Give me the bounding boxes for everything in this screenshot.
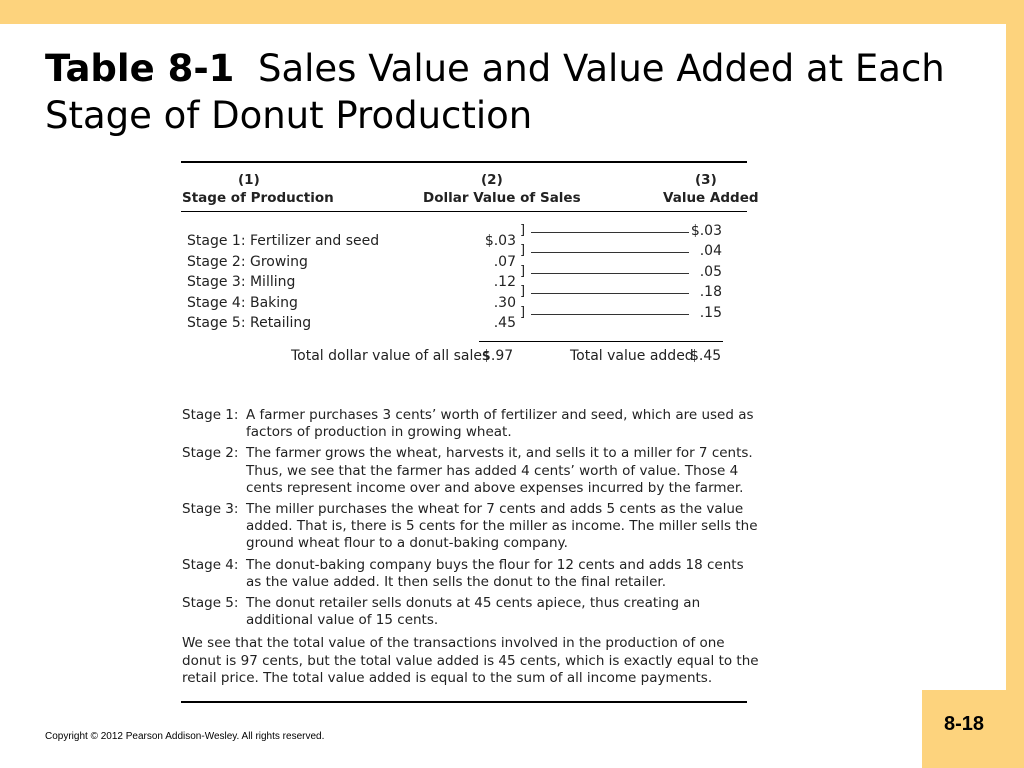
bracket-icon: ] [520, 223, 526, 238]
bracket-icon: ] [520, 264, 526, 279]
sales-value: .30 [493, 295, 516, 311]
sales-value: .45 [493, 315, 516, 331]
stage-notes [182, 407, 762, 687]
value-added: .05 [699, 264, 722, 280]
summary-paragraph: We see that the total value of the transactions involved in the production of one donut is 97 cents, but the total value added is 45 cents, which is exactly equal to the retail price. The total value added is equal to the sum of all income payments. [182, 635, 759, 686]
total-added-value: $.45 [690, 348, 722, 364]
note-label: Stage 1: [182, 407, 239, 423]
sales-value: .07 [493, 254, 516, 270]
col3-number: (3) [695, 172, 717, 188]
note-row [182, 407, 762, 441]
right-accent-bar [1006, 0, 1024, 768]
bracket-icon: ] [520, 284, 526, 299]
stage-label: Stage 5: Retailing [187, 315, 312, 331]
value-added: .18 [699, 284, 722, 300]
total-added-label: Total value added [570, 348, 694, 364]
slide-title [45, 45, 945, 139]
top-accent-bar [0, 0, 1024, 24]
note-row [182, 595, 762, 629]
col1-header: Stage of Production [182, 190, 334, 206]
title-text: Sales Value and Value Added at Each Stage of Donut Production [45, 47, 945, 137]
note-row [182, 557, 762, 591]
total-sales-value: $.97 [482, 348, 514, 364]
note-label: Stage 5: [182, 595, 239, 612]
stage-label: Stage 2: Growing [187, 254, 308, 270]
connector-line [531, 252, 689, 253]
connector-line [531, 293, 689, 294]
note-text: The miller purchases the wheat for 7 cents and adds 5 cents as the value added. That is, there is 5 cents for the miller as income. The miller sells the ground wheat flour to a donut-baking company. [246, 501, 758, 552]
col2-header: Dollar Value of Sales [423, 190, 581, 206]
table-top-rule [181, 161, 747, 163]
stage-label: Stage 3: Milling [187, 274, 296, 290]
value-added: $.03 [690, 223, 722, 239]
note-text: The donut-baking company buys the flour for 12 cents and adds 18 cents as the value added. It then sells the donut to the final retailer. [246, 556, 744, 590]
note-label: Stage 3: [182, 501, 239, 518]
bracket-icon: ] [520, 243, 526, 258]
connector-line [531, 232, 689, 233]
col3-header: Value Added [663, 190, 759, 206]
note-text: The farmer grows the wheat, harvests it, and sells it to a miller for 7 cents. Thus, we see that the farmer has added 4 cents’ worth of value. Those 4 cents represent income over and above expenses incurred by the farmer. [246, 445, 753, 496]
col2-number: (2) [481, 172, 503, 188]
table-bottom-rule [181, 701, 747, 703]
copyright-text: Copyright © 2012 Pearson Addison-Wesley. All rights reserved. [45, 731, 325, 742]
note-row [182, 445, 762, 497]
stage-label: Stage 1: Fertilizer and seed [187, 233, 380, 249]
stage-label: Stage 4: Baking [187, 295, 298, 311]
totals-rule [479, 341, 723, 342]
note-label: Stage 4: [182, 556, 239, 573]
note-text: A farmer purchases 3 cents’ worth of fertilizer and seed, which are used as factors of production in growing wheat. [246, 407, 754, 441]
sales-value: $.03 [484, 233, 516, 249]
value-added: .15 [699, 305, 722, 321]
connector-line [531, 314, 689, 315]
table-number: Table 8-1 [45, 47, 235, 90]
note-text: The donut retailer sells donuts at 45 cents apiece, thus creating an additional value of 15 cents. [246, 595, 701, 629]
bracket-icon: ] [520, 305, 526, 320]
page-number: 8-18 [943, 713, 985, 735]
total-sales-label: Total dollar value of all sales [291, 348, 490, 364]
note-label: Stage 2: [182, 445, 239, 462]
value-added: .04 [699, 243, 722, 259]
note-row [182, 501, 762, 553]
table-header-rule [181, 211, 747, 212]
connector-line [531, 273, 689, 274]
col1-number: (1) [238, 172, 260, 188]
sales-value: .12 [493, 274, 516, 290]
